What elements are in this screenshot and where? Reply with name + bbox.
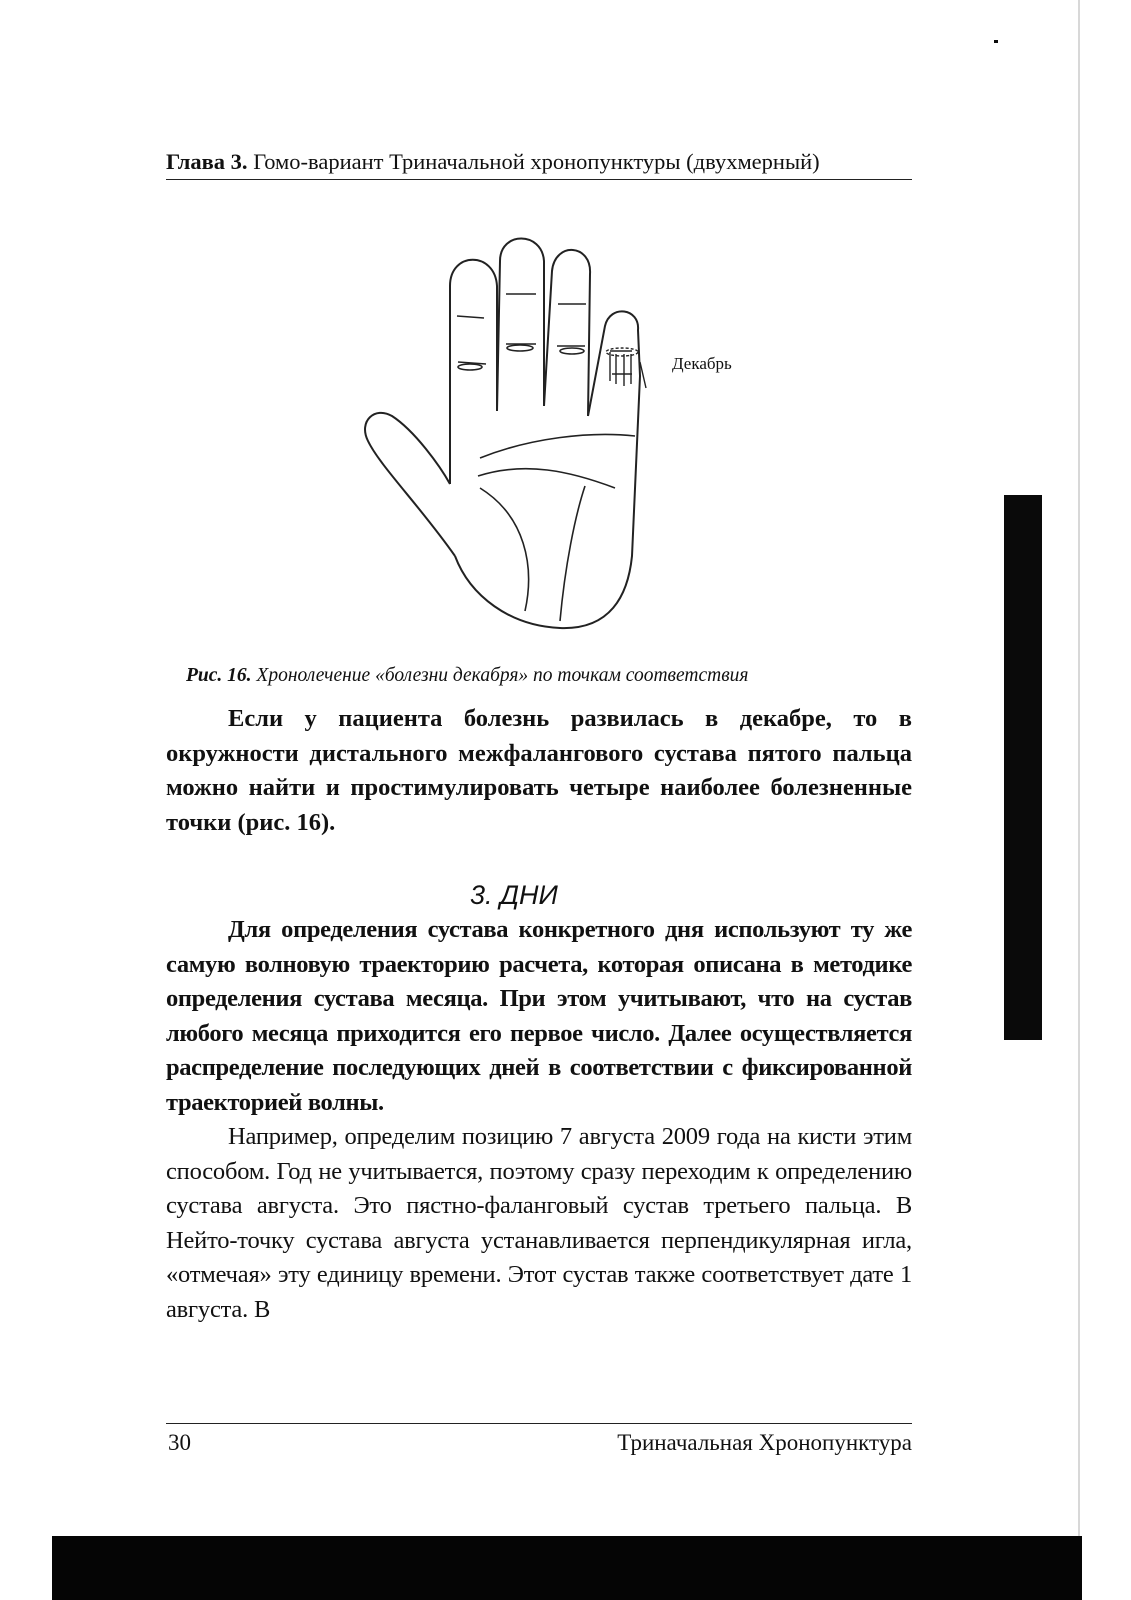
thumb-outline <box>365 413 455 556</box>
ring-finger <box>544 250 590 416</box>
index-finger <box>450 260 497 411</box>
section-title: 3. ДНИ <box>470 880 558 910</box>
paragraph-3: Например, определим позицию 7 августа 2009 года на кисти этим способом. Год не учитывается, поэтому сразу переходим к определению сустава августа. Это пястно-фаланговый сустав третьего пальца. В Нейто-точку сустава августа устанавливается перпендикулярная игла, «отмечая» эту единицу времени. Этот сустав также соответствует дате 1 августа. В <box>166 1123 912 1323</box>
figure-caption <box>186 665 748 687</box>
caption-number: Рис. 16. <box>186 665 252 686</box>
chapter-title: Гомо-вариант Триначальной хронопунктуры (двухмерный) <box>253 149 820 174</box>
head-line <box>478 469 615 488</box>
hand-illustration <box>360 226 760 646</box>
paragraph-1: Если у пациента болезнь развилась в декабре, то в окружности дистального межфалангового сустава пятого пальца можно найти и простимулировать четыре наиболее болезненные точки (рис. 16). <box>166 705 912 836</box>
page-number: 30 <box>168 1430 191 1455</box>
middle-finger <box>497 239 544 412</box>
december-point-label: Декабрь <box>672 354 732 373</box>
life-line <box>480 488 529 611</box>
binding-shadow-tick <box>994 40 998 43</box>
scan-bottom-bar <box>52 1536 1082 1600</box>
footer-rule <box>166 1423 912 1424</box>
chapter-label: Глава 3. <box>166 149 248 174</box>
paragraph-2: Для определения сустава конкретного дня используют ту же самую волновую траекторию расчета, которая описана в методике определения сустава месяца. При этом учитывают, что на сустав любого месяца приходится его первое число. Далее осуществляется распределение последующих дней в соответствии с фиксированной траекторией волны. <box>166 916 912 1116</box>
caption-text: Хронолечение «болезни декабря» по точкам соответствия <box>256 665 749 686</box>
scan-edge-line <box>1078 0 1080 1600</box>
fate-line <box>560 486 585 621</box>
running-header <box>166 148 912 180</box>
footer-book-title: Триначальная Хронопунктура <box>617 1430 912 1455</box>
binding-shadow <box>1004 495 1042 1040</box>
palm-outline <box>455 376 640 628</box>
little-finger <box>588 311 640 416</box>
heart-line <box>480 434 635 458</box>
